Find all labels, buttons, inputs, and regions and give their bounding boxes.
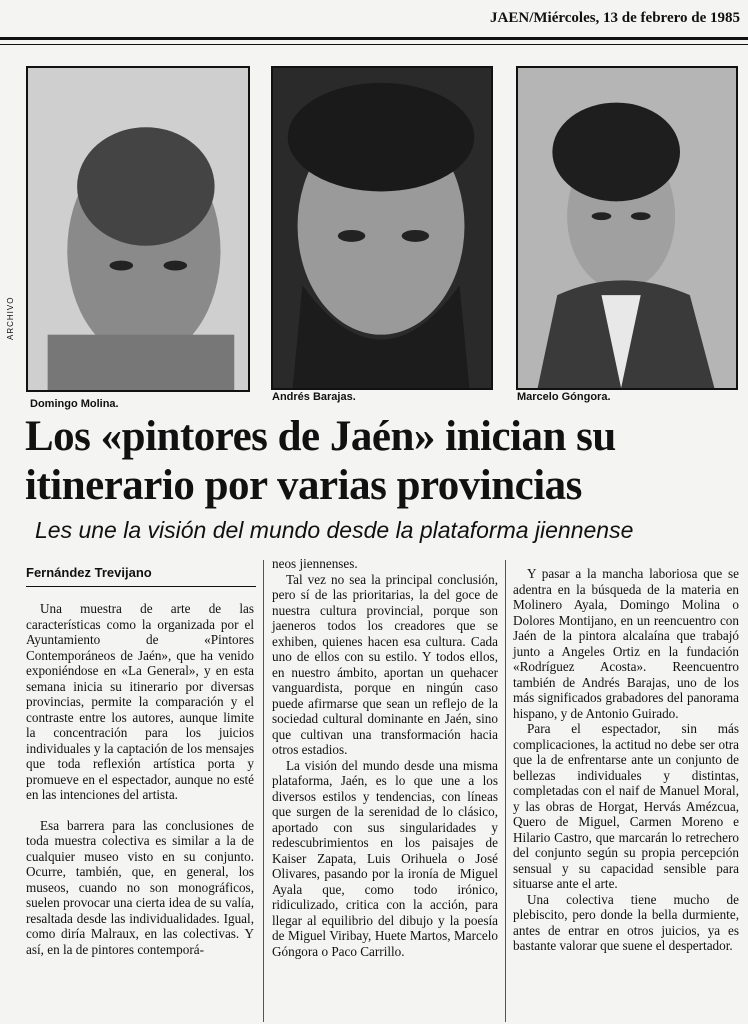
paragraph: Para el espectador, sin más complicaciones, la actitud no debe ser otra que la de enfrentarse ante un conjunto de bellezas individuales y distintas, completadas con el naif de Manuel Moral, y las obras de Horgat, Hervás Amézcua, Quero de Miguel, Carmen Moreno e Hilario Castro, que marcarán lo retrechero del conjunto según su propia percepción sensual y su capacidad sensible para situarse ante el arte.	[513, 721, 739, 891]
column-divider	[505, 560, 506, 1022]
portrait-photo-domingo-molina	[26, 66, 250, 392]
photo-caption: Andrés Barajas.	[272, 391, 356, 403]
column-divider	[263, 560, 264, 1022]
byline: Fernández Trevijano	[26, 565, 152, 580]
paragraph: Una muestra de arte de las características como la organizada por el Ayuntamiento de «Pintores Contemporáneos de Jaén», que ha venido exponiéndose en «La General», y en esta semana inicia su itinerario por diversas provincias, permite la comparación y el contraste entre los autores, aunque limite la concentración para los juicios individuales y la captación de los mensajes que toda reflexión artística porta y promueve en el espectador, aunque no esté en las intenciones del artista.	[26, 601, 254, 802]
article-column-3	[513, 566, 739, 954]
photo-caption: Marcelo Góngora.	[517, 391, 611, 403]
paragraph: neos jiennenses.	[272, 556, 358, 571]
headline-line-2: itinerario por varias provincias	[25, 462, 582, 509]
page-header	[0, 0, 748, 44]
header-rule	[0, 37, 748, 40]
paragraph: Una colectiva tiene mucho de plebiscito, pero donde la bella durmiente, antes de entrar en otros juicios, ya es bastante valorar que suene el despertador.	[513, 891, 739, 953]
photo-caption: Domingo Molina.	[30, 398, 119, 410]
paragraph: La visión del mundo desde una misma plataforma, Jaén, es lo que une a los diversos estilos y tendencias, con líneas que surgen de la serenidad de lo clásico, aportado con sus singularidades y redescubrimientos en los paisajes de Kaiser Zapata, Luis Orihuela o José Olivares, pasando por la ironía de Miguel Ayala que, como todo irónico, ridiculizado, critica con la acción, para llegar al equilibrio del dibujo y la poesía de Miguel Viribay, Huete Martos, Marcelo Góngora o Paco Carrillo.	[272, 757, 498, 959]
headline-line-1: Los «pintores de Jaén» inician su	[25, 413, 616, 460]
article-headline	[25, 412, 725, 510]
dateline: JAEN/Miércoles, 13 de febrero de 1985	[490, 10, 740, 26]
byline-rule	[26, 586, 256, 587]
header-rule-thin	[0, 44, 748, 45]
portrait-photo-marcelo-gongora	[516, 66, 738, 390]
portrait-photo-andres-barajas	[271, 66, 493, 390]
article-column-2	[272, 556, 498, 959]
article-column-1	[26, 601, 254, 957]
paragraph: Esa barrera para las conclusiones de toda muestra colectiva es similar a la de cualquier museo visto en su conjunto. Ocurre, también, que, en general, los museos, cuando no son monográficos, suelen provocar una cierta idea de su valía, resaltada desde las individualidades. Igual, como diría Malraux, en las colectivas. Y así, en la de pintores contemporá-	[26, 817, 254, 957]
article-subheadline: Les une la visión del mundo desde la plataforma jiennense	[35, 517, 634, 543]
photo-credit: ARCHIVO	[6, 296, 15, 340]
paragraph: Y pasar a la mancha laboriosa que se adentra en la búsqueda de la materia en Molinero Ayala, Domingo Molina o Dolores Montijano, en un reencuentro con Jaén de la pintora alcalaína que trabajó junto a Angeles Ortiz en la fundación «Rodríguez Acosta». Reencuentro también de Andrés Barajas, uno de los más significados grabadores del panorama hispano, y de Antonio Guirado.	[513, 566, 739, 721]
paragraph: Tal vez no sea la principal conclusión, pero sí de las prioritarias, la del goce de nuestra cultura provincial, porque son jaeneros todos los creadores que se exhiben, quienes hacen esa cultura. Cada uno de ellos con su estilo. Y todos ellos, en nuestro ámbito, aportan un quehacer vanguardista, porque en ningún caso puede afirmarse que sean un reflejo de la sociedad cultural dominante en Jaén, sino que cultivan una transformación hacia otros estadios.	[272, 571, 498, 757]
